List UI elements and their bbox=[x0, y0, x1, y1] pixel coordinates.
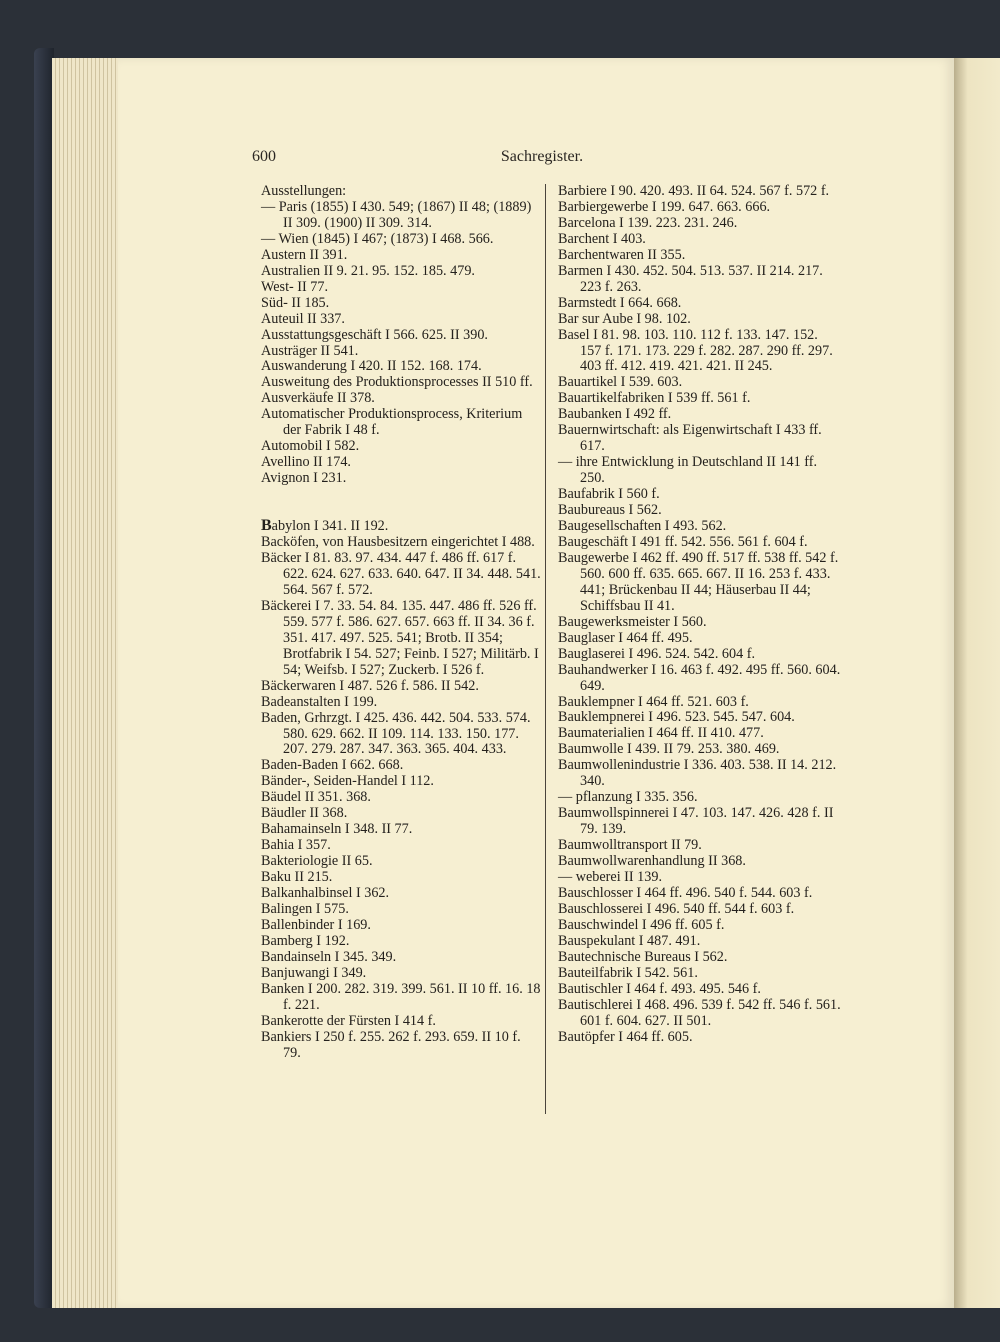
index-entry: Bäudel II 351. 368. bbox=[261, 789, 371, 806]
index-entry: Barcelona I 139. 223. 231. 246. bbox=[558, 214, 738, 231]
index-entry: Bahia I 357. bbox=[261, 837, 331, 854]
running-title: Sachregister. bbox=[500, 148, 584, 165]
index-entry: Bandainseln I 345. 349. bbox=[261, 948, 397, 965]
index-entry: Baku II 215. bbox=[261, 869, 333, 886]
index-entry: Baumwolltransport II 79. bbox=[558, 837, 702, 854]
index-entry: Bankerotte der Fürsten I 414 f. bbox=[261, 1012, 436, 1029]
index-entry: Ballenbinder I 169. bbox=[261, 916, 371, 933]
index-entry: Balingen I 575. bbox=[261, 900, 349, 917]
index-entry: Bauglaser I 464 ff. 495. bbox=[558, 629, 693, 646]
index-entry: Banjuwangi I 349. bbox=[261, 964, 367, 981]
index-entry: Baugesellschaften I 493. 562. bbox=[558, 518, 727, 535]
index-entry: Baugeschäft I 491 ff. 542. 556. 561 f. 604 f. bbox=[558, 533, 808, 550]
index-entry: Bauglaserei I 496. 524. 542. 604 f. bbox=[558, 645, 756, 662]
page-number: 600 bbox=[252, 148, 276, 165]
index-entry: Barchent I 403. bbox=[558, 230, 646, 247]
index-entry: Baubanken I 492 ff. bbox=[558, 406, 672, 423]
index-entry: Barbiere I 90. 420. 493. II 64. 524. 567 f. 572 f. bbox=[558, 183, 830, 199]
index-entry: Bauklempner I 464 ff. 521. 603 f. bbox=[558, 693, 749, 710]
index-entry: — ihre Entwicklung in Deutschland II 141 ff. 250. bbox=[558, 454, 817, 487]
index-entry: — pflanzung I 335. 356. bbox=[558, 789, 698, 806]
index-entry: Avellino II 174. bbox=[261, 454, 351, 471]
index-entry: Bäckerwaren I 487. 526 f. 586. II 542. bbox=[261, 677, 479, 694]
index-entry: Baufabrik I 560 f. bbox=[558, 486, 660, 503]
index-entry: Süd- II 185. bbox=[261, 294, 330, 311]
facing-page-edge bbox=[954, 58, 1000, 1308]
index-entry: Barmstedt I 664. 668. bbox=[558, 294, 682, 311]
index-entry: Baumaterialien I 464 ff. II 410. 477. bbox=[558, 725, 764, 742]
index-entry: Baubureaus I 562. bbox=[558, 502, 662, 519]
index-entry: Babylon I 341. II 192. bbox=[261, 517, 389, 535]
index-column-right bbox=[558, 184, 842, 1045]
index-entry: Barmen I 430. 452. 504. 513. 537. II 214. 217. 223 f. 263. bbox=[558, 262, 823, 295]
index-entry: Bauhandwerker I 16. 463 f. 492. 495 ff. 560. 604. 649. bbox=[558, 661, 841, 694]
index-entry: Bahamainseln I 348. II 77. bbox=[261, 821, 413, 838]
index-entry: Ausstellungen: bbox=[261, 183, 347, 199]
index-entry: Baugewerksmeister I 560. bbox=[558, 613, 707, 630]
index-entry: Ausstattungsgeschäft I 566. 625. II 390. bbox=[261, 326, 488, 343]
index-entry: Basel I 81. 98. 103. 110. 112 f. 133. 147. 152. 157 f. 171. 173. 229 f. 282. 287. 290 ff. 297. 403 ff. 412. 419. 421. 421. II 245. bbox=[558, 326, 833, 375]
index-entry: Badeanstalten I 199. bbox=[261, 693, 378, 710]
index-entry: Automatischer Produktionsprocess, Kriterium der Fabrik I 48 f. bbox=[261, 406, 523, 439]
index-entry: Baumwolle I 439. II 79. 253. 380. 469. bbox=[558, 741, 780, 758]
page-stack-edges bbox=[52, 58, 122, 1308]
index-entry: Avignon I 231. bbox=[261, 470, 347, 487]
index-entry: Bakteriologie II 65. bbox=[261, 853, 373, 870]
index-entry: Bäudler II 368. bbox=[261, 805, 348, 822]
column-divider bbox=[545, 184, 546, 1114]
index-entry: Ausweitung des Produktionsprocesses II 510 ff. bbox=[261, 374, 533, 391]
index-entry: Bauartikelfabriken I 539 ff. 561 f. bbox=[558, 390, 751, 407]
index-entry: Bauernwirtschaft: als Eigenwirtschaft I 433 ff. 617. bbox=[558, 422, 822, 455]
book-cover-edge bbox=[34, 48, 54, 1308]
index-entry: Barbiergewerbe I 199. 647. 663. 666. bbox=[558, 198, 771, 215]
index-entry: Bamberg I 192. bbox=[261, 932, 350, 949]
index-entry: Auteuil II 337. bbox=[261, 310, 345, 327]
index-entry: Bauteilfabrik I 542. 561. bbox=[558, 964, 698, 981]
index-entry: West- II 77. bbox=[261, 278, 329, 295]
index-entry: Bankiers I 250 f. 255. 262 f. 293. 659. II 10 f. 79. bbox=[261, 1028, 521, 1061]
index-entry: Bar sur Aube I 98. 102. bbox=[558, 310, 691, 327]
index-entry: Bänder-, Seiden-Handel I 112. bbox=[261, 773, 434, 790]
index-entry: Bäcker I 81. 83. 97. 434. 447 f. 486 ff. 617 f. 622. 624. 627. 633. 640. 647. II 34. 448. 541. 564. 567 f. 572. bbox=[261, 550, 541, 598]
index-entry: — Paris (1855) I 430. 549; (1867) II 48; (1889) II 309. (1900) II 309. 314. bbox=[261, 198, 532, 231]
index-entry: Automobil I 582. bbox=[261, 438, 360, 455]
section-gap bbox=[261, 487, 541, 518]
index-entry: Bauschwindel I 496 ff. 605 f. bbox=[558, 916, 725, 933]
index-entry: — Wien (1845) I 467; (1873) I 468. 566. bbox=[261, 230, 494, 247]
index-entry: Baden-Baden I 662. 668. bbox=[261, 757, 404, 774]
page-header bbox=[252, 148, 832, 170]
index-entry: Baugewerbe I 462 ff. 490 ff. 517 ff. 538 ff. 542 f. 560. 600 ff. 635. 665. 667. II 16. 253 f. 433. 441; Brückenbau II 44; Häuserbau II 44; Schiffsbau II 41. bbox=[558, 549, 839, 614]
index-entry: Bäckerei I 7. 33. 54. 84. 135. 447. 486 ff. 526 ff. 559. 577 f. 586. 627. 657. 663 ff. II 34. 36 f. 351. 417. 497. 525. 541; Brotb. II 354; Brotfabrik I 54. 527; Feinb. I 527; Militärb. I 54; Weifsb. I 527; Zuckerb. I 526 f. bbox=[261, 597, 539, 678]
index-entry: Bauschlosserei I 496. 540 ff. 544 f. 603 f. bbox=[558, 900, 795, 917]
index-entry: Bauspekulant I 487. 491. bbox=[558, 932, 701, 949]
index-entry: Australien II 9. 21. 95. 152. 185. 479. bbox=[261, 262, 475, 279]
index-entry: Barchentwaren II 355. bbox=[558, 246, 686, 263]
index-entry: Baden, Grhrzgt. I 425. 436. 442. 504. 533. 574. 580. 629. 662. II 109. 114. 133. 150. 177. 207. 279. 287. 347. 363. 365. 404. 433. bbox=[261, 709, 531, 758]
index-entry: Balkanhalbinsel I 362. bbox=[261, 885, 390, 902]
index-entry: Bauartikel I 539. 603. bbox=[558, 374, 683, 391]
index-entry: Backöfen, von Hausbesitzern eingerichtet I 488. bbox=[261, 534, 535, 551]
index-entry: Ausverkäufe II 378. bbox=[261, 390, 375, 407]
index-column-left bbox=[261, 184, 541, 1062]
index-entry: Bauschlosser I 464 ff. 496. 540 f. 544. 603 f. bbox=[558, 884, 813, 901]
index-entry: Austräger II 541. bbox=[261, 342, 359, 359]
index-entry: Bautischler I 464 f. 493. 495. 546 f. bbox=[558, 980, 761, 997]
index-entry: Austern II 391. bbox=[261, 246, 348, 263]
index-entry: Banken I 200. 282. 319. 399. 561. II 10 ff. 16. 18 f. 221. bbox=[261, 980, 541, 1013]
index-entry: Baumwollspinnerei I 47. 103. 147. 426. 428 f. II 79. 139. bbox=[558, 805, 834, 838]
index-entry: Bautechnische Bureaus I 562. bbox=[558, 948, 728, 965]
index-entry: — weberei II 139. bbox=[558, 868, 663, 885]
index-entry: Bautöpfer I 464 ff. 605. bbox=[558, 1028, 693, 1045]
index-entry: Baumwollwarenhandlung II 368. bbox=[558, 853, 746, 870]
index-entry: Bauklempnerei I 496. 523. 545. 547. 604. bbox=[558, 709, 795, 726]
index-entry: Auswanderung I 420. II 152. 168. 174. bbox=[261, 358, 482, 375]
index-entry: Baumwollenindustrie I 336. 403. 538. II 14. 212. 340. bbox=[558, 757, 837, 790]
index-entry: Bautischlerei I 468. 496. 539 f. 542 ff. 546 f. 561. 601 f. 604. 627. II 501. bbox=[558, 996, 841, 1029]
